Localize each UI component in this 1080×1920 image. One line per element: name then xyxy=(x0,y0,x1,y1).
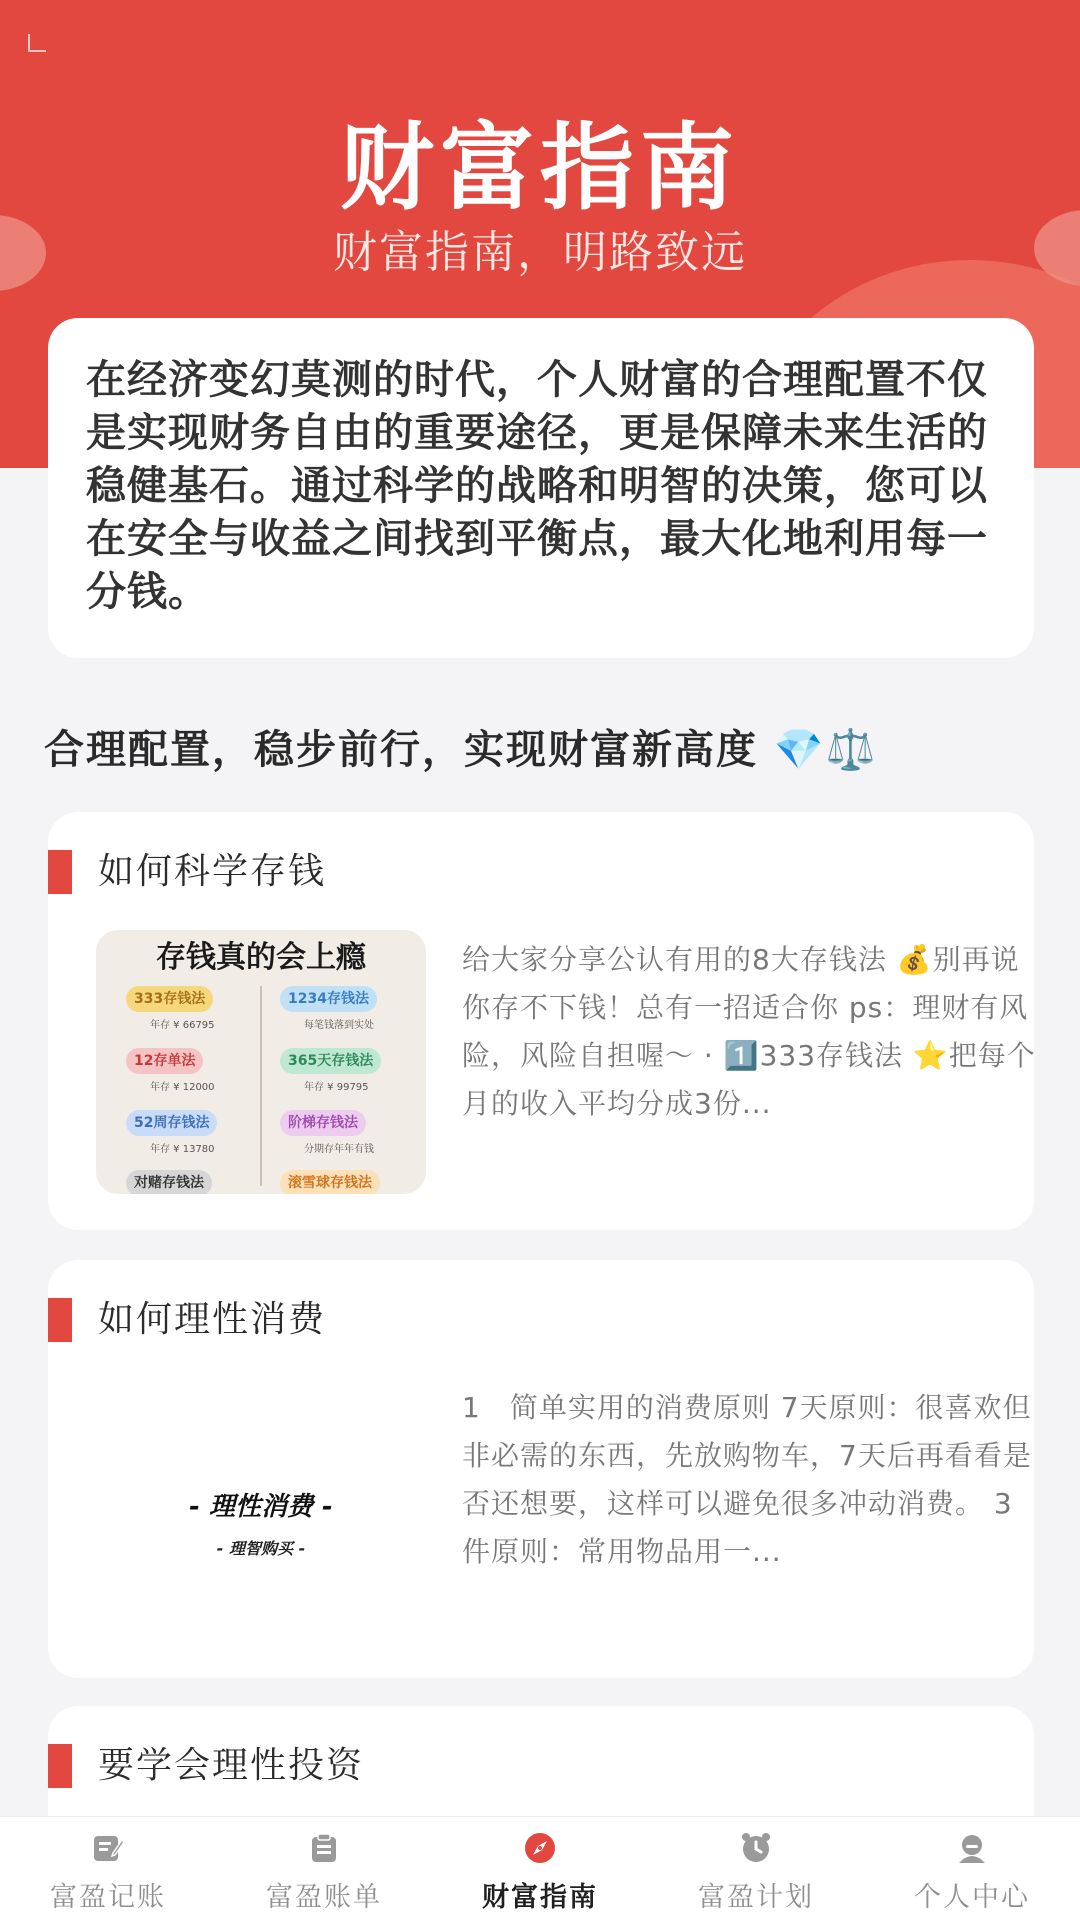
user-icon xyxy=(955,1831,989,1865)
tab-wealth-guide[interactable] xyxy=(432,1817,648,1920)
savings-method-sub: 分期存年年有钱 xyxy=(304,1144,374,1155)
savings-method-pill: 1234存钱法 xyxy=(280,986,377,1012)
tab-label: 富盈记账 xyxy=(50,1882,166,1913)
tab-bookkeeping[interactable] xyxy=(0,1817,216,1920)
savings-method-pill: 滚雪球存钱法 xyxy=(280,1170,380,1194)
article-header xyxy=(48,1298,848,1342)
savings-method-pill: 52周存钱法 xyxy=(126,1110,217,1136)
thumbnail-heading: 存钱真的会上瘾 xyxy=(156,940,366,975)
article-thumbnail xyxy=(96,1378,426,1642)
savings-method-pill: 阶梯存钱法 xyxy=(280,1110,366,1136)
tab-label: 富盈计划 xyxy=(698,1882,814,1913)
savings-method-pill: 对赌存钱法 xyxy=(126,1170,212,1194)
savings-method-pill: 333存钱法 xyxy=(126,986,213,1012)
article-header xyxy=(48,850,848,894)
thumbnail-divider xyxy=(260,986,262,1186)
article-card-save-money[interactable] xyxy=(48,812,1034,1230)
page-subtitle: 财富指南，明路致远 xyxy=(333,227,747,278)
accent-bar xyxy=(48,1298,72,1342)
tab-label: 财富指南 xyxy=(482,1882,598,1913)
savings-method-sub: 年存 ¥ 99795 xyxy=(304,1082,369,1093)
bill-icon xyxy=(307,1831,341,1865)
article-header xyxy=(48,1744,848,1788)
note-edit-icon xyxy=(91,1831,125,1865)
slogan-heading: 合理配置，稳步前行，实现财富新高度 💎⚖️ xyxy=(44,727,878,773)
savings-method-sub: 每笔钱落到实处 xyxy=(304,1020,374,1031)
tab-label: 富盈账单 xyxy=(266,1882,382,1913)
tab-profile[interactable] xyxy=(864,1817,1080,1920)
article-title: 要学会理性投资 xyxy=(98,1745,365,1786)
savings-method-sub: 年存 ¥ 66795 xyxy=(150,1020,215,1031)
accent-bar xyxy=(48,1744,72,1788)
tab-label: 个人中心 xyxy=(914,1882,1030,1913)
alarm-clock-icon xyxy=(739,1831,773,1865)
article-thumbnail xyxy=(96,930,426,1194)
tab-plan[interactable] xyxy=(648,1817,864,1920)
article-title: 如何理性消费 xyxy=(98,1299,327,1340)
savings-method-pill: 365天存钱法 xyxy=(280,1048,381,1074)
article-title: 如何科学存钱 xyxy=(98,851,327,892)
accent-bar xyxy=(48,850,72,894)
compass-icon xyxy=(523,1831,557,1865)
intro-card xyxy=(48,318,1034,658)
intro-text: 在经济变幻莫测的时代，个人财富的合理配置不仅是实现财务自由的重要途径，更是保障未来生活的稳健基石。通过科学的战略和明智的决策，您可以在安全与收益之间找到平衡点，最大化地利用每一分钱。 xyxy=(86,357,988,615)
savings-method-sub: 年存 ¥ 12000 xyxy=(150,1082,215,1093)
tab-bills[interactable] xyxy=(216,1817,432,1920)
thumbnail-main-text: - 理性消费 - xyxy=(189,1492,333,1522)
savings-method-sub: 年存 ¥ 13780 xyxy=(150,1144,215,1155)
article-description: 1 简单实用的消费原则 7天原则：很喜欢但非必需的东西，先放购物车，7天后再看看是否还想要，这样可以避免很多冲动消费。 3件原则：常用物品用一... xyxy=(462,1391,1032,1568)
page-title: 财富指南 xyxy=(339,114,740,223)
bottom-tab-bar xyxy=(0,1816,1080,1920)
thumbnail-sub-text: - 理智购买 - xyxy=(216,1539,306,1558)
article-description: 给大家分享公认有用的8大存钱法 💰别再说你存不下钱！总有一招适合你 ps：理财有风险，风险自担喔～ · 1️⃣333存钱法 ⭐把每个月的收入平均分成3份... xyxy=(462,943,1036,1120)
savings-method-pill: 12存单法 xyxy=(126,1048,203,1074)
article-card-rational-consumption[interactable] xyxy=(48,1260,1034,1678)
corner-mark-icon xyxy=(28,34,46,52)
